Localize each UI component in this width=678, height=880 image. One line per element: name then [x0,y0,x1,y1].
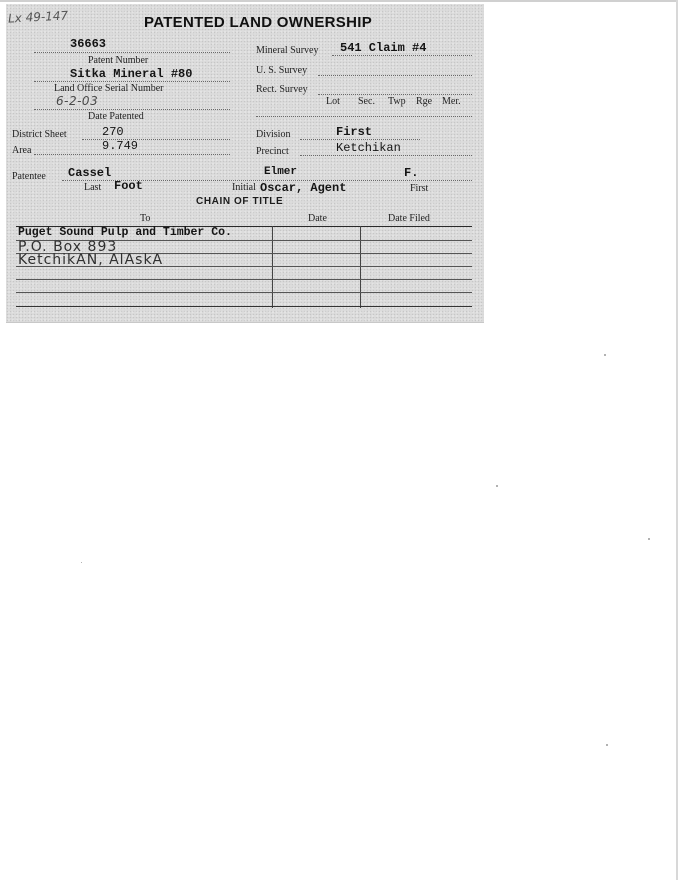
chain-row-1-to: Puget Sound Pulp and Timber Co. [18,226,232,239]
chain-header-date-filed: Date Filed [388,213,430,224]
scan-speck [648,538,650,540]
rect-survey-label: Rect. Survey [256,84,308,95]
corner-handwritten-note: Lx 49-147 [7,8,69,26]
patentee-first-value: Elmer [264,166,298,178]
mineral-survey-line [332,55,472,56]
scan-speck [604,354,606,356]
patentee-initial-label: Initial [232,182,256,193]
division-value: First [336,125,373,139]
chain-header-to: To [140,213,151,224]
chain-col-divider-2 [360,226,361,308]
patentee-first-initial: F. [404,166,419,180]
chain-header-date: Date [308,213,327,224]
mineral-survey-value: 541 Claim #4 [340,41,427,55]
chain-row-2-to: P.O. Box 893 [18,239,118,255]
patentee-last-label: Last [84,182,102,193]
patentee-last-value: Cassel [68,166,112,180]
district-sheet-label: District Sheet [12,129,67,140]
division-line [300,139,420,140]
patentee-label: Patentee [12,171,46,182]
chain-row-3-to: KetchikAN, AlAskA [18,252,164,268]
scan-speck [496,485,498,487]
precinct-label: Precinct [256,146,289,157]
page-top-edge [0,0,678,2]
rect-col-mer: Mer. [442,96,461,107]
chain-col-divider-1 [272,226,273,308]
patent-number-label: Patent Number [88,55,149,66]
division-label: Division [256,129,291,140]
mineral-survey-label: Mineral Survey [256,45,319,56]
scan-speck [606,744,608,746]
patent-number-value: 36663 [70,37,107,51]
us-survey-line [318,75,472,76]
date-patented-line [34,109,230,110]
area-line [34,154,230,155]
form-title: PATENTED LAND OWNERSHIP [144,14,373,31]
land-ownership-card [6,4,484,323]
rect-col-rge: Rge [416,96,433,107]
rect-col-sec: Sec. [358,96,375,107]
patentee-extra-value: Foot [114,179,143,193]
date-patented-value: 6-2-03 [56,94,99,108]
serial-number-line [34,81,230,82]
area-value: 9.749 [102,139,139,153]
patent-number-line [34,52,230,53]
district-sheet-value: 270 [102,125,124,139]
precinct-line [300,155,472,156]
area-label: Area [12,145,32,156]
chain-row-line-4 [16,279,472,280]
chain-of-title-heading: CHAIN OF TITLE [196,196,284,207]
rect-survey-line [318,94,472,95]
scan-speck [81,562,82,563]
serial-number-value: Sitka Mineral #80 [70,67,193,81]
rect-survey-line-2 [256,116,472,117]
chain-row-line-5 [16,292,472,293]
serial-number-label: Land Office Serial Number [54,83,164,94]
rect-col-lot: Lot [326,96,340,107]
date-patented-label: Date Patented [88,111,144,122]
patentee-initial-value: Oscar, Agent [260,181,347,195]
chain-row-line-6 [16,306,472,307]
rect-col-twp: Twp [388,96,406,107]
precinct-value: Ketchikan [336,141,401,155]
us-survey-label: U. S. Survey [256,65,308,76]
patentee-first-label: First [410,183,429,194]
